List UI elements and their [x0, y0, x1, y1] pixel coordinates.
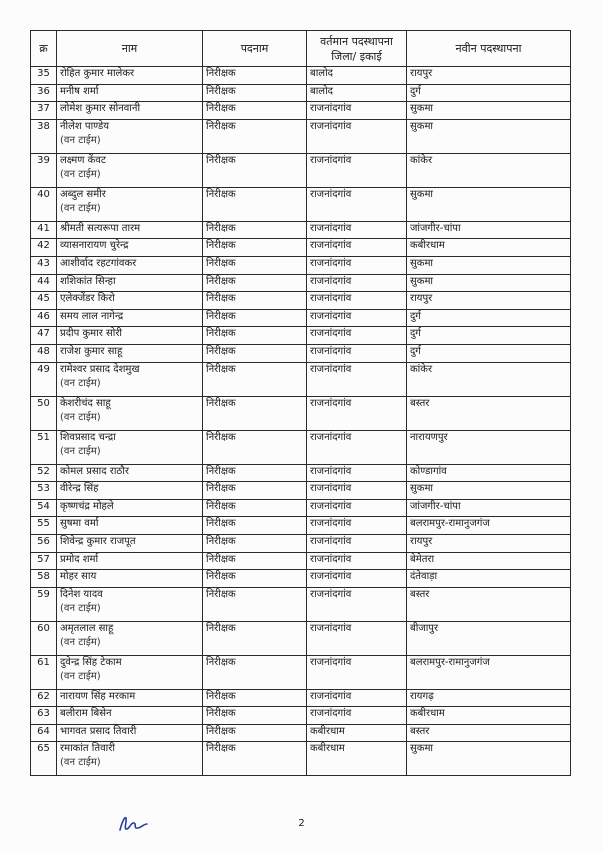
row-name: [57, 221, 203, 239]
row-new-posting: कबीरधाम: [407, 239, 571, 257]
row-current-posting: राजनांदगांव: [307, 362, 407, 396]
table-row: [31, 309, 571, 327]
employee-name: रामेश्वर प्रसाद देशमुख: [60, 363, 140, 375]
row-serial: 63: [31, 707, 57, 725]
table-row: [31, 239, 571, 257]
header-current-posting: वर्तमान पदस्थापना जिला/ इकाई: [307, 31, 407, 67]
row-designation: निरीक्षक: [203, 464, 307, 482]
one-time-note: (वन टाईम): [60, 757, 101, 769]
table-row: [31, 724, 571, 742]
row-name: [57, 724, 203, 742]
row-new-posting: बस्तर: [407, 724, 571, 742]
employee-name: प्रदीप कुमार सोरी: [60, 328, 122, 340]
row-serial: 42: [31, 239, 57, 257]
row-name: [57, 102, 203, 120]
table-row: [31, 256, 571, 274]
employee-name: नारायण सिंह मरकाम: [60, 690, 136, 702]
row-name: [57, 482, 203, 500]
row-designation: निरीक्षक: [203, 327, 307, 345]
row-name: [57, 344, 203, 362]
row-serial: 44: [31, 274, 57, 292]
employee-name: अमृतलाल साहू: [60, 622, 114, 634]
row-designation: निरीक्षक: [203, 655, 307, 689]
table-row: [31, 464, 571, 482]
row-current-posting: राजनांदगांव: [307, 587, 407, 621]
row-current-posting: राजनांदगांव: [307, 570, 407, 588]
row-designation: निरीक्षक: [203, 517, 307, 535]
table-row: [31, 187, 571, 221]
row-designation: निरीक्षक: [203, 362, 307, 396]
row-designation: निरीक्षक: [203, 84, 307, 102]
row-new-posting: दुर्ग: [407, 327, 571, 345]
table-row: [31, 499, 571, 517]
row-serial: 49: [31, 362, 57, 396]
row-current-posting: राजनांदगांव: [307, 396, 407, 430]
row-designation: निरीक्षक: [203, 221, 307, 239]
row-new-posting: रायपुर: [407, 67, 571, 85]
employee-name: व्यासनारायण चुरेन्द्र: [60, 240, 129, 252]
employee-name: लक्ष्मण केंवट: [60, 154, 106, 166]
employee-name: शिवप्रसाद चन्द्रा: [60, 431, 116, 443]
one-time-note: (वन टाईम): [60, 602, 101, 614]
employee-name: सुषमा वर्मा: [60, 518, 99, 530]
one-time-note: (वन टाईम): [60, 134, 101, 146]
employee-name: समय लाल नागेन्द्र: [60, 310, 124, 322]
employee-name: मनीष शर्मा: [60, 85, 99, 97]
row-new-posting: दुर्ग: [407, 309, 571, 327]
table-header-row: [31, 31, 571, 67]
employee-name: कृष्णचंद्र मोहले: [60, 500, 114, 512]
row-new-posting: सुकमा: [407, 256, 571, 274]
row-name: [57, 362, 203, 396]
row-new-posting: सुकमा: [407, 119, 571, 153]
row-current-posting: बालोद: [307, 67, 407, 85]
row-current-posting: राजनांदगांव: [307, 689, 407, 707]
row-name: [57, 274, 203, 292]
row-serial: 36: [31, 84, 57, 102]
employee-name: शिवेन्द्र कुमार राजपूत: [60, 535, 136, 547]
row-current-posting: राजनांदगांव: [307, 187, 407, 221]
row-name: [57, 464, 203, 482]
row-current-posting: राजनांदगांव: [307, 153, 407, 187]
row-new-posting: सुकमा: [407, 274, 571, 292]
header-serial: क्र: [31, 31, 57, 67]
row-current-posting: राजनांदगांव: [307, 552, 407, 570]
row-current-posting: राजनांदगांव: [307, 707, 407, 725]
row-name: [57, 84, 203, 102]
row-serial: 41: [31, 221, 57, 239]
table-row: [31, 67, 571, 85]
row-serial: 61: [31, 655, 57, 689]
row-current-posting: राजनांदगांव: [307, 344, 407, 362]
header-designation: पदनाम: [203, 31, 307, 67]
row-new-posting: जांजगीर-चांपा: [407, 499, 571, 517]
row-serial: 57: [31, 552, 57, 570]
one-time-note: (वन टाईम): [60, 445, 101, 457]
transfer-table: [30, 30, 571, 776]
row-name: [57, 292, 203, 310]
row-serial: 60: [31, 621, 57, 655]
row-serial: 62: [31, 689, 57, 707]
one-time-note: (वन टाईम): [60, 411, 101, 423]
row-name: [57, 309, 203, 327]
row-current-posting: राजनांदगांव: [307, 292, 407, 310]
table-row: [31, 292, 571, 310]
row-designation: निरीक्षक: [203, 742, 307, 776]
row-new-posting: नारायणपुर: [407, 430, 571, 464]
row-name: [57, 499, 203, 517]
row-new-posting: रायपुर: [407, 534, 571, 552]
row-new-posting: कांकेर: [407, 153, 571, 187]
table-row: [31, 621, 571, 655]
table-row: [31, 344, 571, 362]
header-name: नाम: [57, 31, 203, 67]
row-name: [57, 396, 203, 430]
employee-name: वीरेन्द्र सिंह: [60, 483, 99, 495]
row-name: [57, 689, 203, 707]
row-name: [57, 256, 203, 274]
row-name: [57, 570, 203, 588]
row-designation: निरीक्षक: [203, 344, 307, 362]
row-designation: निरीक्षक: [203, 689, 307, 707]
row-name: [57, 239, 203, 257]
row-serial: 48: [31, 344, 57, 362]
row-new-posting: कोण्डागांव: [407, 464, 571, 482]
row-designation: निरीक्षक: [203, 482, 307, 500]
table-row: [31, 327, 571, 345]
table-row: [31, 689, 571, 707]
row-current-posting: राजनांदगांव: [307, 119, 407, 153]
row-new-posting: बस्तर: [407, 396, 571, 430]
row-name: [57, 707, 203, 725]
row-name: [57, 187, 203, 221]
row-designation: निरीक्षक: [203, 724, 307, 742]
row-current-posting: राजनांदगांव: [307, 499, 407, 517]
row-new-posting: सुकमा: [407, 482, 571, 500]
row-designation: निरीक्षक: [203, 239, 307, 257]
table-row: [31, 396, 571, 430]
row-serial: 45: [31, 292, 57, 310]
row-serial: 40: [31, 187, 57, 221]
row-designation: निरीक्षक: [203, 707, 307, 725]
row-current-posting: राजनांदगांव: [307, 239, 407, 257]
table-row: [31, 534, 571, 552]
row-designation: निरीक्षक: [203, 153, 307, 187]
employee-name: आशीर्वाद रहटगांवकर: [60, 257, 137, 269]
employee-name: शशिकांत सिन्हा: [60, 275, 116, 287]
row-designation: निरीक्षक: [203, 587, 307, 621]
one-time-note: (वन टाईम): [60, 377, 101, 389]
row-current-posting: राजनांदगांव: [307, 482, 407, 500]
row-name: [57, 552, 203, 570]
row-designation: निरीक्षक: [203, 552, 307, 570]
row-designation: निरीक्षक: [203, 570, 307, 588]
one-time-note: (वन टाईम): [60, 202, 101, 214]
table-row: [31, 119, 571, 153]
table-row: [31, 482, 571, 500]
row-current-posting: राजनांदगांव: [307, 309, 407, 327]
table-row: [31, 153, 571, 187]
row-designation: निरीक्षक: [203, 256, 307, 274]
row-designation: निरीक्षक: [203, 430, 307, 464]
row-designation: निरीक्षक: [203, 499, 307, 517]
employee-name: दिनेश यादव: [60, 588, 103, 600]
row-current-posting: राजनांदगांव: [307, 534, 407, 552]
employee-name: नीलेश पाण्डेय: [60, 120, 110, 132]
employee-name: एलेक्जेंडर किरो: [60, 293, 115, 305]
row-new-posting: रायपुर: [407, 292, 571, 310]
row-current-posting: बालोद: [307, 84, 407, 102]
row-current-posting: राजनांदगांव: [307, 517, 407, 535]
table-row: [31, 102, 571, 120]
table-row: [31, 84, 571, 102]
row-name: [57, 430, 203, 464]
row-serial: 65: [31, 742, 57, 776]
table-row: [31, 430, 571, 464]
row-new-posting: बस्तर: [407, 587, 571, 621]
employee-name: रोहित कुमार मालेकर: [60, 68, 135, 79]
table-row: [31, 274, 571, 292]
employee-name: श्रीमती सत्यरूपा तारम: [60, 222, 141, 234]
row-name: [57, 534, 203, 552]
employee-name: रमाकांत तिवारी: [60, 743, 115, 755]
employee-name: अब्दुल समीर: [60, 188, 106, 200]
row-current-posting: राजनांदगांव: [307, 621, 407, 655]
table-row: [31, 655, 571, 689]
row-serial: 50: [31, 396, 57, 430]
employee-name: मोहर साय: [60, 571, 97, 583]
row-new-posting: जांजगीर-चांपा: [407, 221, 571, 239]
employee-name: कोमल प्रसाद राठौर: [60, 465, 129, 477]
employee-name: भागवत प्रसाद तिवारी: [60, 725, 137, 737]
row-new-posting: कांकेर: [407, 362, 571, 396]
employee-name: प्रमोद शर्मा: [60, 553, 99, 565]
row-serial: 55: [31, 517, 57, 535]
row-designation: निरीक्षक: [203, 187, 307, 221]
row-new-posting: बलरामपुर-रामानुजगंज: [407, 655, 571, 689]
row-serial: 43: [31, 256, 57, 274]
one-time-note: (वन टाईम): [60, 670, 101, 682]
row-current-posting: कबीरधाम: [307, 742, 407, 776]
row-current-posting: राजनांदगांव: [307, 221, 407, 239]
row-designation: निरीक्षक: [203, 396, 307, 430]
table-row: [31, 587, 571, 621]
row-serial: 46: [31, 309, 57, 327]
row-serial: 58: [31, 570, 57, 588]
row-serial: 38: [31, 119, 57, 153]
row-name: [57, 517, 203, 535]
employee-name: केशरीचंद साहू: [60, 397, 111, 409]
row-current-posting: राजनांदगांव: [307, 102, 407, 120]
row-new-posting: दुर्ग: [407, 344, 571, 362]
row-name: [57, 153, 203, 187]
table-row: [31, 517, 571, 535]
row-designation: निरीक्षक: [203, 292, 307, 310]
one-time-note: (वन टाईम): [60, 636, 101, 648]
row-new-posting: रायगढ़: [407, 689, 571, 707]
row-serial: 39: [31, 153, 57, 187]
row-designation: निरीक्षक: [203, 274, 307, 292]
row-serial: 53: [31, 482, 57, 500]
table-row: [31, 552, 571, 570]
header-new-posting: नवीन पदस्थापना: [407, 31, 571, 67]
employee-name: लोमेश कुमार सोनवानी: [60, 103, 141, 115]
row-name: [57, 119, 203, 153]
row-name: [57, 587, 203, 621]
row-serial: 52: [31, 464, 57, 482]
row-current-posting: राजनांदगांव: [307, 464, 407, 482]
row-serial: 37: [31, 102, 57, 120]
row-designation: निरीक्षक: [203, 119, 307, 153]
row-new-posting: कबीरधाम: [407, 707, 571, 725]
row-current-posting: राजनांदगांव: [307, 655, 407, 689]
employee-name: राजेश कुमार साहू: [60, 345, 123, 357]
row-new-posting: दुर्ग: [407, 84, 571, 102]
row-name: [57, 655, 203, 689]
row-current-posting: राजनांदगांव: [307, 327, 407, 345]
row-new-posting: दंतेवाड़ा: [407, 570, 571, 588]
row-current-posting: राजनांदगांव: [307, 256, 407, 274]
row-serial: 47: [31, 327, 57, 345]
row-new-posting: सुकमा: [407, 187, 571, 221]
row-designation: निरीक्षक: [203, 102, 307, 120]
row-current-posting: राजनांदगांव: [307, 430, 407, 464]
row-new-posting: बेमेतरा: [407, 552, 571, 570]
row-name: [57, 67, 203, 85]
one-time-note: (वन टाईम): [60, 168, 101, 180]
row-new-posting: सुकमा: [407, 742, 571, 776]
row-serial: 59: [31, 587, 57, 621]
row-serial: 54: [31, 499, 57, 517]
employee-name: दुवेन्द्र सिंह टेकाम: [60, 656, 122, 668]
row-serial: 35: [31, 67, 57, 85]
row-current-posting: कबीरधाम: [307, 724, 407, 742]
table-row: [31, 362, 571, 396]
row-serial: 56: [31, 534, 57, 552]
row-new-posting: बीजापुर: [407, 621, 571, 655]
employee-name: बलीराम बिसेन: [60, 708, 112, 720]
table-row: [31, 742, 571, 776]
row-name: [57, 621, 203, 655]
row-serial: 64: [31, 724, 57, 742]
row-name: [57, 327, 203, 345]
table-row: [31, 570, 571, 588]
row-designation: निरीक्षक: [203, 309, 307, 327]
row-name: [57, 742, 203, 776]
row-new-posting: बलरामपुर-रामानुजगंज: [407, 517, 571, 535]
table-row: [31, 707, 571, 725]
row-designation: निरीक्षक: [203, 534, 307, 552]
row-current-posting: राजनांदगांव: [307, 274, 407, 292]
table-row: [31, 221, 571, 239]
row-designation: निरीक्षक: [203, 67, 307, 85]
row-designation: निरीक्षक: [203, 621, 307, 655]
page-number: 2: [298, 818, 305, 829]
table-body: [31, 67, 571, 776]
row-new-posting: सुकमा: [407, 102, 571, 120]
row-serial: 51: [31, 430, 57, 464]
